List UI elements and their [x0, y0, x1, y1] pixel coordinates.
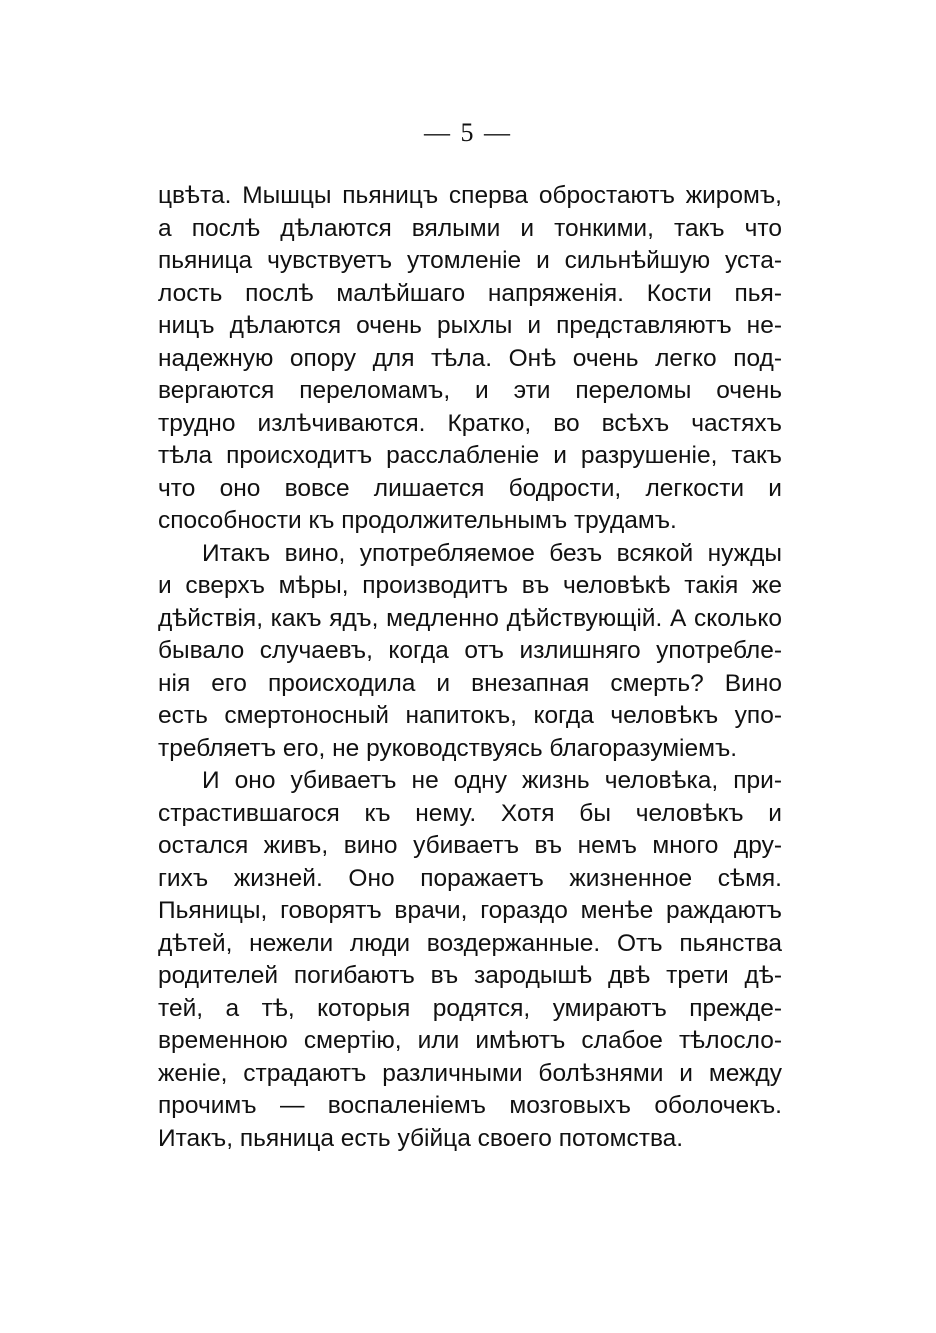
text-line: что оно вовсе лишается бодрости, легкости и — [158, 474, 782, 502]
text-line: Итакъ, пьяница есть убійца своего потомства. — [158, 1124, 684, 1152]
text-line: лость послѣ малѣйшаго напряженія. Кости пья- — [158, 279, 782, 307]
text-line: Итакъ вино, употребляемое безъ всякой нужды — [202, 539, 782, 567]
text-line: есть смертоносный напитокъ, когда человѣкъ упо- — [158, 702, 782, 729]
text-line: женіе, страдаютъ различными болѣзнями и между — [158, 1059, 782, 1087]
text-line: прочимъ — воспаленіемъ мозговыхъ оболочекъ. — [158, 1092, 782, 1119]
text-line: требляетъ его, не руководствуясь благоразуміемъ. — [158, 734, 738, 762]
text-line: И оно убиваетъ не одну жизнь человѣка, при- — [202, 767, 782, 794]
text-line: и сверхъ мѣры, производитъ въ человѣкѣ такія же — [158, 572, 782, 599]
text-line: а послѣ дѣлаются вялыми и тонкими, такъ что — [158, 214, 782, 242]
text-line: бывало случаевъ, когда отъ излишняго употребле- — [158, 637, 782, 664]
text-line: надежную опору для тѣла. Онѣ очень легко под- — [158, 344, 782, 372]
text-line: дѣтей, нежели люди воздержанные. Отъ пьянства — [158, 929, 782, 957]
paragraph — [158, 765, 782, 1155]
text-line: тей, а тѣ, которыя родятся, умираютъ прежде- — [158, 994, 782, 1022]
text-line: трудно излѣчиваются. Кратко, во всѣхъ частяхъ — [158, 409, 782, 437]
text-line: временною смертію, или имѣютъ слабое тѣлосло- — [158, 1027, 782, 1054]
body-text — [158, 180, 782, 1155]
text-line: тѣла происходитъ расслабленіе и разрушеніе, такъ — [158, 442, 782, 469]
text-line: родителей погибаютъ въ зародышѣ двѣ трети дѣ- — [158, 962, 782, 989]
text-line: дѣйствія, какъ ядъ, медленно дѣйствующій. А сколько — [158, 604, 782, 632]
text-line: цвѣта. Мышцы пьяницъ сперва обростаютъ жиромъ, — [158, 182, 782, 209]
text-line: нія его происходила и внезапная смерть? Вино — [158, 669, 782, 697]
text-line: вергаются переломамъ, и эти переломы очень — [158, 377, 782, 404]
text-line: остался живъ, вино убиваетъ въ немъ много дру- — [158, 832, 782, 859]
text-line: пьяница чувствуетъ утомленіе и сильнѣйшую уста- — [158, 247, 782, 274]
text-line: Пьяницы, говорятъ врачи, гораздо менѣе раждаютъ — [158, 897, 782, 924]
text-line: способности къ продолжительнымъ трудамъ. — [158, 507, 677, 534]
text-line: страстившагося къ нему. Хотя бы человѣкъ и — [158, 799, 782, 827]
text-line: гихъ жизней. Оно поражаетъ жизненное сѣмя. — [158, 864, 782, 892]
paragraph — [158, 180, 782, 538]
paragraph — [158, 538, 782, 766]
text-line: ницъ дѣлаются очень рыхлы и представляютъ не- — [158, 312, 782, 339]
page-number: — 5 — — [424, 118, 512, 147]
